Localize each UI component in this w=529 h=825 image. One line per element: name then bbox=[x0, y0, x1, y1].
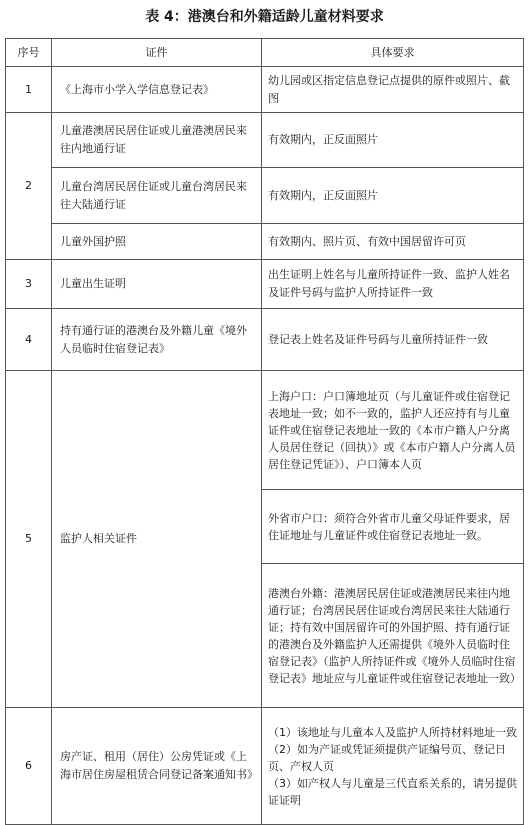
requirement-line: （3）如产权人与儿童是三代直系关系的，请另提供证证明 bbox=[268, 776, 517, 807]
requirement-cell: 有效期内，正反面照片 bbox=[262, 113, 524, 168]
document-cell: 房产证、租用（居住）公房凭证或《上海市居住房屋租赁合同登记备案通知书》 bbox=[52, 708, 262, 825]
table-row bbox=[6, 224, 524, 260]
table-title: 表 4：港澳台和外籍适龄儿童材料要求 bbox=[145, 9, 384, 25]
row-index: 3 bbox=[6, 260, 52, 309]
requirement-cell: 登记表上姓名及证件号码与儿童所持证件一致 bbox=[262, 309, 524, 371]
requirement-cell: 外省市户口：须符合外省市儿童父母证件要求，居住证地址与儿童证件或住宿登记表地址一致。 bbox=[262, 490, 524, 564]
requirement-cell: 有效期内，正反面照片 bbox=[262, 168, 524, 224]
row-index: 2 bbox=[6, 113, 52, 260]
requirement-line: （1）该地址与儿童本人及监护人所持材料地址一致 bbox=[268, 725, 517, 739]
row-index: 1 bbox=[6, 67, 52, 113]
document-cell: 监护人相关证件 bbox=[52, 371, 262, 708]
row-index: 4 bbox=[6, 309, 52, 371]
document-cell: 儿童台湾居民居住证或儿童台湾居民来往大陆通行证 bbox=[52, 168, 262, 224]
document-cell: 《上海市小学入学信息登记表》 bbox=[52, 67, 262, 113]
requirement-cell: 幼儿园或区指定信息登记点提供的原件或照片、截图 bbox=[262, 67, 524, 113]
table-row bbox=[6, 371, 524, 490]
table-header-row bbox=[6, 39, 524, 67]
document-cell: 持有通行证的港澳台及外籍儿童《境外人员临时住宿登记表》 bbox=[52, 309, 262, 371]
requirement-cell: 上海户口：户口簿地址页（与儿童证件或住宿登记表地址一致；如不一致的，监护人还应持有与儿童证件或住宿登记表地址一致的《本市户籍人户分离人员居住登记（回执）》或《本市户籍人户分离人员居住登记凭证》）、户口簿本人页 bbox=[262, 371, 524, 490]
requirement-line: （2）如为产证或凭证须提供产证编号页、登记日页、产权人页 bbox=[268, 742, 506, 773]
requirements-table bbox=[5, 38, 524, 825]
table-row bbox=[6, 309, 524, 371]
document-cell: 儿童港澳居民居住证或儿童港澳居民来往内地通行证 bbox=[52, 113, 262, 168]
row-index: 6 bbox=[6, 708, 52, 825]
header-requirement: 具体要求 bbox=[262, 39, 524, 67]
header-index: 序号 bbox=[6, 39, 52, 67]
table-row bbox=[6, 168, 524, 224]
table-row bbox=[6, 113, 524, 168]
requirement-cell: 港澳台外籍：港澳居民居住证或港澳居民来往内地通行证；台湾居民居住证或台湾居民来往大陆通行证；持有效中国居留许可的外国护照、持有通行证的港澳台及外籍监护人还需提供《境外人员临时住宿登记表》（监护人所持证件或《境外人员临时住宿登记表》地址应与儿童证件或住宿登记表地址一致） bbox=[262, 564, 524, 708]
requirement-cell: 出生证明上姓名与儿童所持证件一致、监护人姓名及证件号码与监护人所持证件一致 bbox=[262, 260, 524, 309]
table-row bbox=[6, 708, 524, 825]
table-row bbox=[6, 260, 524, 309]
row-index: 5 bbox=[6, 371, 52, 708]
table-row bbox=[6, 67, 524, 113]
requirement-cell: 有效期内、照片页、有效中国居留许可页 bbox=[262, 224, 524, 260]
document-cell: 儿童外国护照 bbox=[52, 224, 262, 260]
requirement-cell bbox=[262, 708, 524, 825]
document-cell: 儿童出生证明 bbox=[52, 260, 262, 309]
header-document: 证件 bbox=[52, 39, 262, 67]
